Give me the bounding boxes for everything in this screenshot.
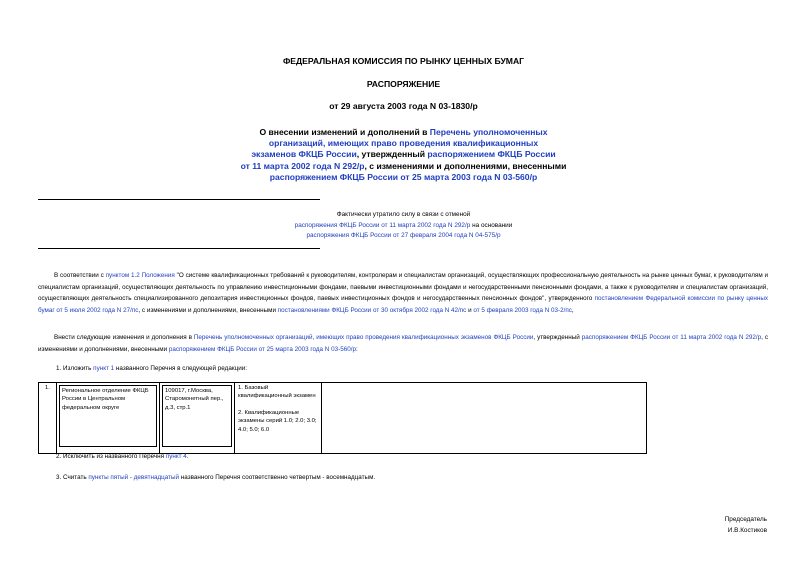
- divider-top: [38, 199, 320, 200]
- title-text: , с изменениями и дополнениями, внесенными: [364, 160, 567, 171]
- title-link-list-end[interactable]: экзаменов ФКЦБ России: [251, 149, 357, 160]
- p1-link-resolution[interactable]: постановлением Федеральной комиссии по рынку ценных бумаг от 5 июля 2002 года N 27/пс: [38, 295, 769, 314]
- p1-text: , с изменениями и дополнениями, внесенными: [138, 306, 278, 314]
- table-cell-num: 1.: [39, 383, 57, 454]
- signature-name: И.В.Костиков: [727, 527, 767, 535]
- item3-text: 3. Считать: [56, 474, 89, 481]
- item2-text: .: [186, 453, 189, 460]
- p2-text: , с изменениями и дополнениями, внесенными: [38, 334, 769, 353]
- item1-link-clause-1[interactable]: пункт 1: [93, 365, 115, 372]
- title-link-amending-order[interactable]: распоряжением ФКЦБ России от 25 марта 2003 года N 03-560/р: [269, 171, 538, 182]
- org-heading: ФЕДЕРАЛЬНАЯ КОМИССИЯ ПО РЫНКУ ЦЕННЫХ БУМАГ: [282, 56, 525, 66]
- p2-text: :: [355, 345, 358, 353]
- item1-text: 1. Изложить: [56, 365, 94, 372]
- p1-text: и: [466, 306, 474, 314]
- item-3: [56, 474, 375, 481]
- organizations-table: [38, 382, 647, 454]
- paragraph-basis: [38, 270, 768, 316]
- p2-link-order-560[interactable]: распоряжением ФКЦБ России от 25 марта 2003 года N 03-560/р: [168, 345, 356, 353]
- item2-text: 2. Исключить из названного Перечня: [56, 453, 166, 460]
- status-link-repealed-order[interactable]: распоряжения ФКЦБ России от 11 марта 2002 года N 292/р: [294, 221, 471, 229]
- exam-1: 1. Базовый квалификационный экзамен: [238, 385, 316, 400]
- title-link-order[interactable]: распоряжением ФКЦБ России: [427, 149, 556, 160]
- p1-link-regulation[interactable]: Положения: [141, 272, 175, 279]
- p2-link-list[interactable]: Перечень уполномоченных организаций, имеющих право проведения квалификационных экзаменов ФКЦБ России: [193, 334, 534, 341]
- p1-text: ,: [571, 306, 574, 314]
- item-1: [56, 365, 247, 372]
- p2-text: Внести следующие изменения и дополнения в: [54, 334, 194, 341]
- item3-link-clauses[interactable]: пункты пятый - девятнадцатый: [88, 474, 180, 481]
- title-link-order-date[interactable]: от 11 марта 2002 года N 292/р: [240, 160, 365, 171]
- table-row: [39, 383, 647, 454]
- table-cell-address: [160, 383, 235, 454]
- p1-link-resolution-42[interactable]: постановлениями ФКЦБ России от 30 октября 2002 года N 42/пс: [277, 306, 467, 314]
- address-box: 109017, г.Москва, Старомонетный пер., д.3, стр.1: [162, 385, 232, 447]
- p2-text: , утвержденный: [533, 334, 582, 341]
- status-text: на основании: [470, 221, 513, 229]
- title-link-list-cont[interactable]: организаций, имеющих право проведения квалификационных: [268, 138, 539, 149]
- status-note: [0, 210, 807, 242]
- p1-link-clause[interactable]: пунктом 1.2: [105, 272, 140, 279]
- signature-role: Председатель: [724, 516, 767, 523]
- title-link-list[interactable]: Перечень уполномоченных: [429, 127, 548, 137]
- status-link-repealing-order[interactable]: распоряжения ФКЦБ России от 27 февраля 2004 года N 04-575/р: [306, 232, 501, 240]
- item1-text: названного Перечня в следующей редакции:: [114, 365, 247, 372]
- p1-text: "О системе квалификационных требований к руководителям, контролерам и специалистам организаций, осуществляющих профессиональную деятельность на рынке ценных бумаг, к руководителям и специалистам организаций, осуществляющих деятельность по управлению инвестиционными фондами, паевыми инвестиционными фондами и негосударственными пенсионными фондами, а также к руководителям и специалистам организаций, осуществляющих деятельность специализированного депозитария инвестиционных фондов, паевых инвестиционных фондов и негосударственных пенсионных фондов", утвержденного: [38, 272, 769, 303]
- item3-text: названного Перечня соответственно четвертым - восемнадцатым.: [179, 474, 376, 481]
- p1-link-resolution-2[interactable]: от 5 февраля 2003 года N 03-2/пс: [473, 306, 572, 314]
- divider-bottom: [38, 248, 320, 249]
- p1-text: В соответствии с: [54, 272, 106, 279]
- signature-block: [725, 514, 767, 537]
- item-2: [56, 453, 189, 460]
- status-line: Фактически утратило силу в связи с отменой: [336, 211, 471, 218]
- doc-type: РАСПОРЯЖЕНИЕ: [366, 79, 441, 89]
- doc-title: [0, 127, 807, 183]
- doc-date-number: от 29 августа 2003 года N 03-1830/р: [329, 101, 478, 111]
- item2-link-clause-4[interactable]: пункт 4: [165, 453, 187, 460]
- table-cell-exams: [235, 383, 322, 454]
- paragraph-changes: [38, 332, 768, 355]
- org-box: Региональное отделение ФКЦБ России в Центральном федеральном округе: [59, 385, 157, 447]
- table-cell-org: [57, 383, 160, 454]
- title-text: , утвержденный: [356, 149, 428, 160]
- exam-2: 2. Квалификационные экзамены серий 1.0; 2.0; 3.0; 4.0; 5.0; 6.0: [238, 409, 317, 433]
- title-text: О внесении изменений и дополнений в: [259, 127, 430, 137]
- table-cell-empty: [322, 383, 647, 454]
- p2-link-order-292[interactable]: распоряжением ФКЦБ России от 11 марта 2002 года N 292/р: [581, 334, 762, 341]
